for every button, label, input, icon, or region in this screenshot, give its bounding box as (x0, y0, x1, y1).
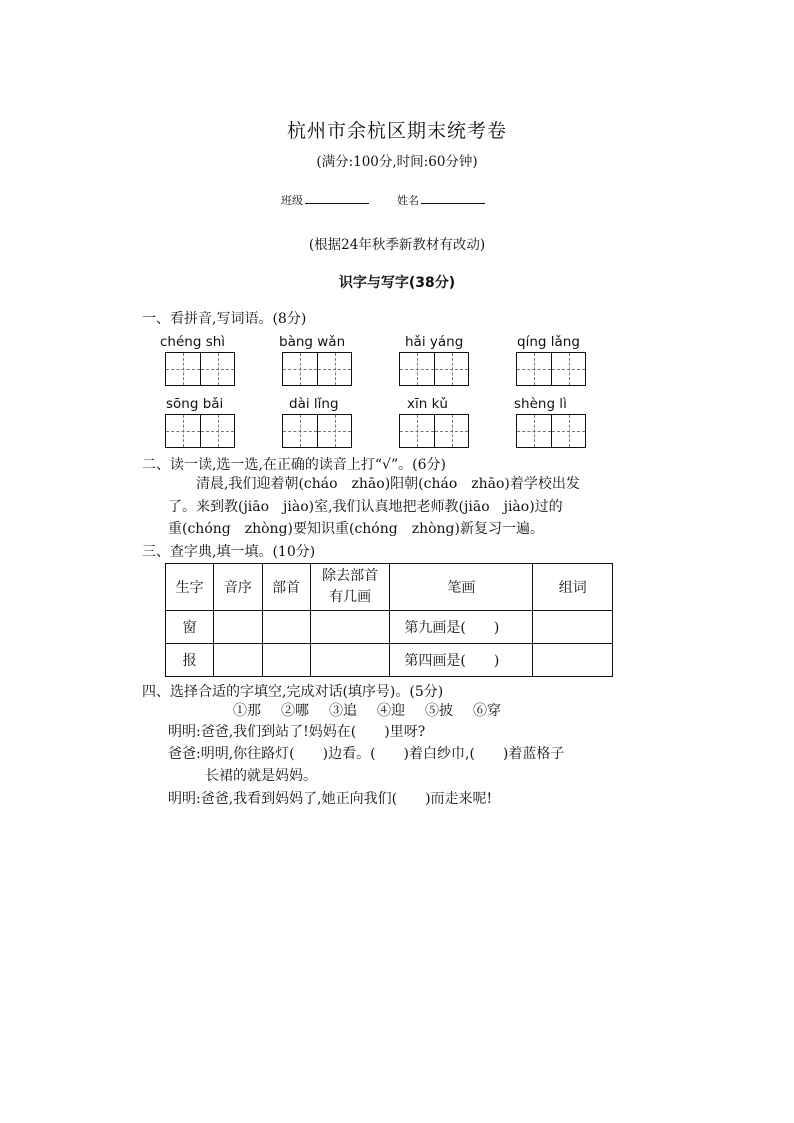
header-char: 生字 (166, 564, 214, 611)
option-2: ②哪 (281, 703, 309, 719)
writing-grid[interactable] (282, 414, 352, 448)
header-words: 组词 (533, 564, 613, 611)
q1-item-7 (407, 396, 469, 448)
name-blank[interactable] (421, 193, 485, 204)
header-stroke: 笔画 (390, 564, 533, 611)
q2-line-3: 重(chóng zhòng)要知识重(chóng zhòng)新复习一遍。 (168, 521, 544, 537)
table-row (166, 644, 613, 677)
table-row (166, 611, 613, 644)
row-stroke[interactable]: 第九画是( ) (390, 611, 533, 644)
pinyin-label: shèng lì (514, 396, 567, 412)
writing-grid[interactable] (399, 414, 469, 448)
answer-cell[interactable] (533, 611, 613, 644)
option-1: ①那 (233, 703, 261, 719)
pinyin-label: dài lǐng (289, 396, 339, 412)
q1-item-5 (166, 396, 235, 448)
q4-line-4: 明明:爸爸,我看到妈妈了,她正向我们( )而走来呢! (168, 791, 493, 807)
q1-item-4 (517, 334, 586, 386)
pinyin-label: chéng shì (160, 334, 226, 350)
pinyin-label: qíng lǎng (517, 334, 580, 350)
q4-line-3: 长裙的就是妈妈。 (205, 768, 317, 784)
row-stroke[interactable]: 第四画是( ) (390, 644, 533, 677)
q1-title: 一、看拼音,写词语。(8分) (142, 311, 307, 327)
writing-grid[interactable] (516, 352, 586, 386)
header-initial: 音序 (214, 564, 262, 611)
header-line-2: 有几画 (329, 589, 372, 605)
answer-cell[interactable] (310, 611, 390, 644)
answer-cell[interactable] (262, 644, 310, 677)
dictionary-table (165, 563, 613, 677)
exam-title: 杭州市余杭区期末统考卷 (286, 120, 507, 142)
writing-grid[interactable] (165, 352, 235, 386)
option-4: ④迎 (377, 703, 405, 719)
header-radical: 部首 (262, 564, 310, 611)
q4-line-1: 明明:爸爸,我们到站了!妈妈在( )里呀? (168, 724, 426, 740)
writing-grid[interactable] (282, 352, 352, 386)
section-title: 识字与写字(38分) (338, 275, 456, 291)
answer-cell[interactable] (262, 611, 310, 644)
q4-line-2: 爸爸:明明,你往路灯( )边看。( )着白纱巾,( )着蓝格子 (168, 746, 565, 762)
answer-cell[interactable] (214, 644, 262, 677)
writing-grid[interactable] (399, 352, 469, 386)
class-label: 班级 (281, 194, 303, 207)
option-3: ③追 (329, 703, 357, 719)
q2-line-2: 了。来到教(jiāo jiào)室,我们认真地把老师教(jiāo jiào)过的 (168, 499, 563, 515)
row-char: 报 (166, 644, 214, 677)
pinyin-label: xīn kǔ (407, 396, 448, 412)
option-6: ⑥穿 (473, 703, 501, 719)
pinyin-label: sōng bǎi (166, 396, 224, 412)
answer-cell[interactable] (214, 611, 262, 644)
q1-item-3 (405, 334, 469, 386)
answer-cell[interactable] (533, 644, 613, 677)
q4-title: 四、选择合适的字填空,完成对话(填序号)。(5分) (142, 684, 444, 700)
class-name-line (0, 192, 794, 208)
pinyin-label: hǎi yáng (405, 334, 464, 350)
q1-item-1 (160, 334, 235, 386)
writing-grid[interactable] (165, 414, 235, 448)
q1-item-6 (289, 396, 352, 448)
q4-options (233, 700, 521, 722)
answer-cell[interactable] (310, 644, 390, 677)
q1-item-8 (514, 396, 586, 448)
header-line-1: 除去部首 (322, 568, 379, 584)
row-char: 窗 (166, 611, 214, 644)
option-5: ⑤披 (425, 703, 453, 719)
q2-line-1: 清晨,我们迎着朝(cháo zhāo)阳朝(cháo zhāo)着学校出发 (196, 476, 580, 492)
edition-note: (根据24年秋季新教材有改动) (308, 237, 486, 253)
q1-item-2 (279, 334, 352, 386)
writing-grid[interactable] (516, 414, 586, 448)
pinyin-label: bàng wǎn (279, 334, 346, 350)
exam-subtitle: (满分:100分,时间:60分钟) (316, 154, 478, 170)
name-label: 姓名 (397, 194, 419, 207)
q2-title: 二、读一读,选一选,在正确的读音上打“√”。(6分) (142, 457, 446, 473)
class-blank[interactable] (305, 193, 369, 204)
q3-title: 三、查字典,填一填。(10分) (142, 544, 316, 560)
header-strokes-minus-radical (310, 564, 390, 611)
